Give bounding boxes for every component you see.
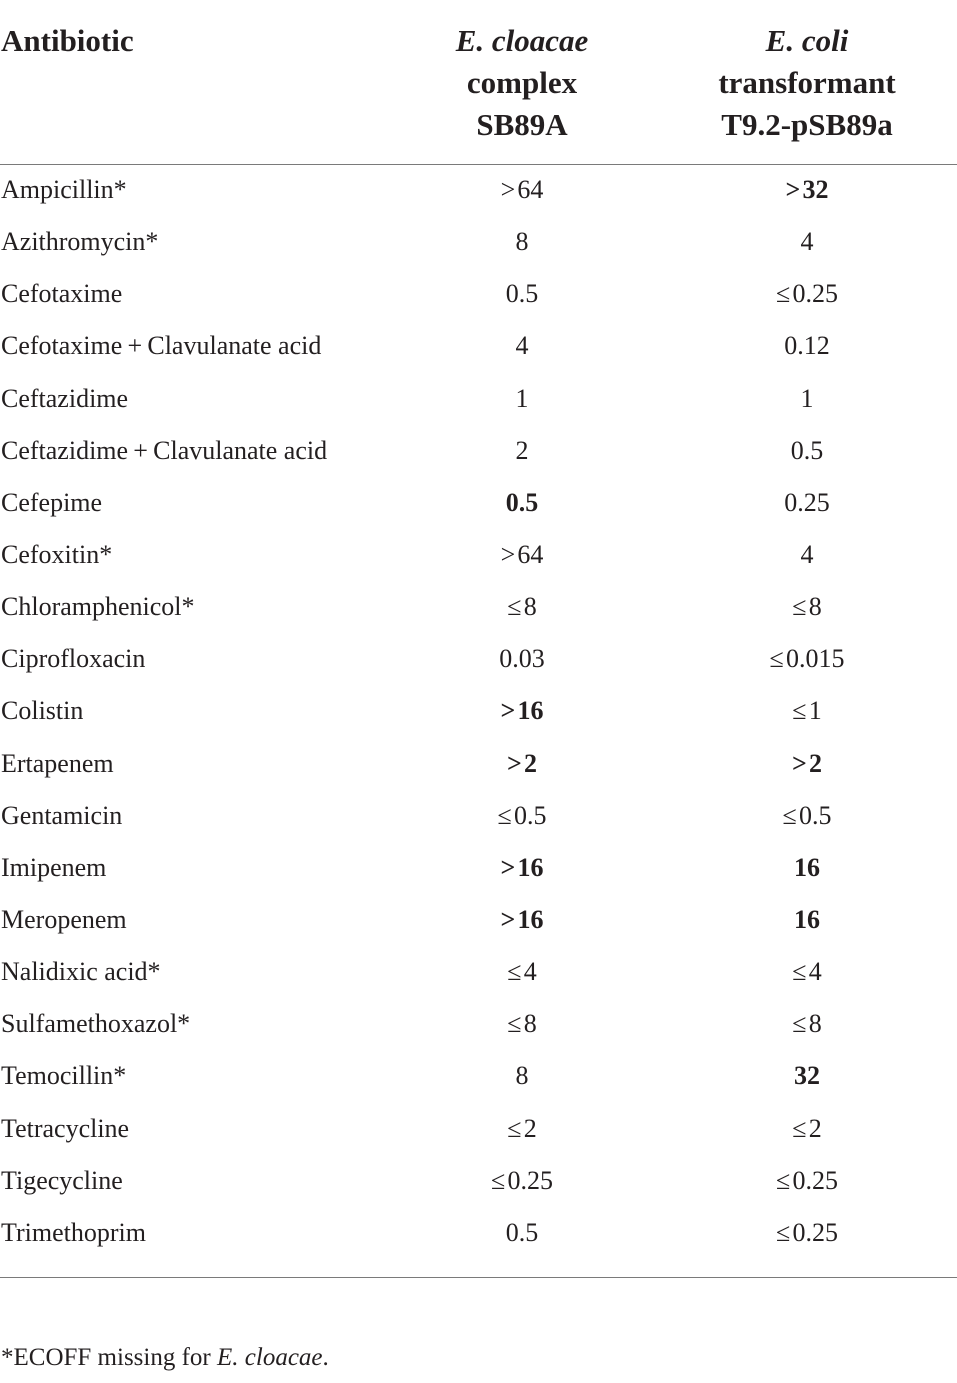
table-row (0, 738, 957, 790)
mic-e-cloacae: ≤ 0.5 (497, 800, 547, 830)
mic-e-cloacae: ≤ 8 (507, 1009, 537, 1039)
antibiotic-name: Tigecycline (1, 1165, 123, 1195)
table-row (0, 477, 957, 529)
antibiotic-name: Cefotaxime (1, 279, 123, 309)
antibiotic-name: Colistin (1, 696, 84, 726)
table-row (0, 894, 957, 946)
header-e-cloacae (412, 20, 632, 146)
antibiotic-name: Meropenem (1, 904, 127, 934)
mic-e-coli: 16 (794, 904, 820, 934)
mic-e-cloacae: 8 (515, 227, 529, 257)
footnote (1, 1341, 329, 1375)
header-col2-line1: E. coli (765, 23, 849, 58)
header-col2-line2: transformant (718, 65, 896, 100)
mic-e-coli: ≤ 0.25 (776, 279, 838, 309)
table-row (0, 633, 957, 685)
table-row (0, 842, 957, 894)
table-row (0, 164, 957, 216)
mic-e-coli: ≤ 2 (792, 1113, 822, 1143)
header-col2-line3: T9.2-pSB89a (721, 107, 893, 142)
mic-e-coli: 4 (800, 539, 814, 569)
mic-e-cloacae: 0.5 (505, 487, 539, 517)
antibiotic-name: Ampicillin* (1, 175, 127, 204)
table-row (0, 998, 957, 1050)
header-col1-line3: SB89A (476, 107, 568, 142)
antibiotic-name: Ertapenem (1, 748, 114, 778)
table-header (0, 0, 957, 165)
antibiotic-name: Cefoxitin* (1, 539, 113, 569)
antibiotic-name: Cefotaxime + Clavulanate acid (1, 331, 322, 361)
antibiotic-name: Nalidixic acid* (1, 957, 161, 987)
table-row (0, 1103, 957, 1155)
mic-e-cloacae: ≤ 2 (507, 1113, 537, 1143)
table-row (0, 581, 957, 633)
mic-e-cloacae: > 16 (500, 852, 544, 882)
mic-e-coli: ≤ 0.25 (776, 1165, 838, 1195)
table-row (0, 425, 957, 477)
mic-e-cloacae: 8 (515, 1061, 529, 1091)
mic-e-cloacae: > 64 (500, 539, 544, 569)
mic-e-cloacae: ≤ 8 (507, 592, 537, 622)
mic-e-cloacae: > 2 (507, 748, 537, 778)
mic-e-coli: 0.25 (784, 487, 830, 517)
antibiotic-name: Imipenem (1, 852, 107, 882)
mic-e-cloacae: 0.5 (505, 279, 539, 309)
mic-e-coli: ≤ 8 (792, 1009, 822, 1039)
mic-e-coli: > 2 (792, 748, 822, 778)
mic-e-cloacae: 1 (515, 383, 529, 413)
footnote-suffix: . (322, 1344, 329, 1371)
mic-e-cloacae: > 64 (500, 175, 544, 204)
mic-e-coli: ≤ 0.25 (776, 1217, 838, 1247)
mic-e-cloacae: > 16 (500, 696, 544, 726)
mic-e-coli: ≤ 1 (792, 696, 822, 726)
header-e-coli (697, 20, 917, 146)
footnote-prefix: *ECOFF missing for (1, 1344, 218, 1371)
antibiotic-name: Temocillin* (1, 1061, 127, 1091)
antibiotic-name: Ceftazidime + Clavulanate acid (1, 435, 328, 465)
mic-e-coli: > 32 (785, 175, 829, 204)
mic-e-cloacae: 2 (515, 435, 529, 465)
antibiotic-name: Cefepime (1, 487, 103, 517)
table-row (0, 790, 957, 842)
antibiotic-name: Sulfamethoxazol* (1, 1009, 191, 1039)
header-antibiotic-label: Antibiotic (1, 23, 134, 58)
antibiotic-name: Azithromycin* (1, 227, 159, 257)
mic-e-coli: 16 (794, 852, 820, 882)
mic-e-coli: ≤ 0.015 (769, 644, 845, 674)
table-row (0, 216, 957, 268)
table-row (0, 320, 957, 372)
antibiotic-name: Ceftazidime (1, 383, 129, 413)
footnote-species: E. cloacae (217, 1344, 323, 1371)
mic-e-cloacae: ≤ 0.25 (491, 1165, 553, 1195)
header-col1-line1: E. cloacae (455, 23, 589, 58)
antibiotic-name: Ciprofloxacin (1, 644, 146, 674)
table-row (0, 529, 957, 581)
mic-e-cloacae: > 16 (500, 904, 544, 934)
mic-e-coli: 1 (800, 383, 814, 413)
mic-e-coli: 0.12 (784, 331, 830, 361)
header-col1-line2: complex (466, 65, 578, 100)
table-row (0, 946, 957, 998)
antibiotic-name: Chloramphenicol* (1, 592, 195, 622)
mic-e-coli: 4 (800, 227, 814, 257)
antibiotic-name: Gentamicin (1, 800, 123, 830)
header-antibiotic (1, 20, 134, 62)
table-row (0, 268, 957, 320)
mic-e-coli: 0.5 (790, 435, 824, 465)
mic-e-coli: 32 (794, 1061, 820, 1091)
table-row (0, 373, 957, 425)
mic-e-cloacae: 4 (515, 331, 529, 361)
table-row (0, 1050, 957, 1102)
mic-e-cloacae: 0.5 (505, 1217, 539, 1247)
table-row (0, 1207, 957, 1259)
table-row (0, 1155, 957, 1207)
mic-e-cloacae: 0.03 (499, 644, 545, 674)
mic-e-coli: ≤ 8 (792, 592, 822, 622)
table-bottom-rule (0, 1277, 957, 1278)
antibiotic-name: Trimethoprim (1, 1217, 146, 1247)
table-row (0, 685, 957, 737)
mic-e-cloacae: ≤ 4 (507, 957, 537, 987)
table-body (0, 164, 957, 1259)
mic-e-coli: ≤ 0.5 (782, 800, 832, 830)
mic-e-coli: ≤ 4 (792, 957, 822, 987)
antibiotic-name: Tetracycline (1, 1113, 130, 1143)
